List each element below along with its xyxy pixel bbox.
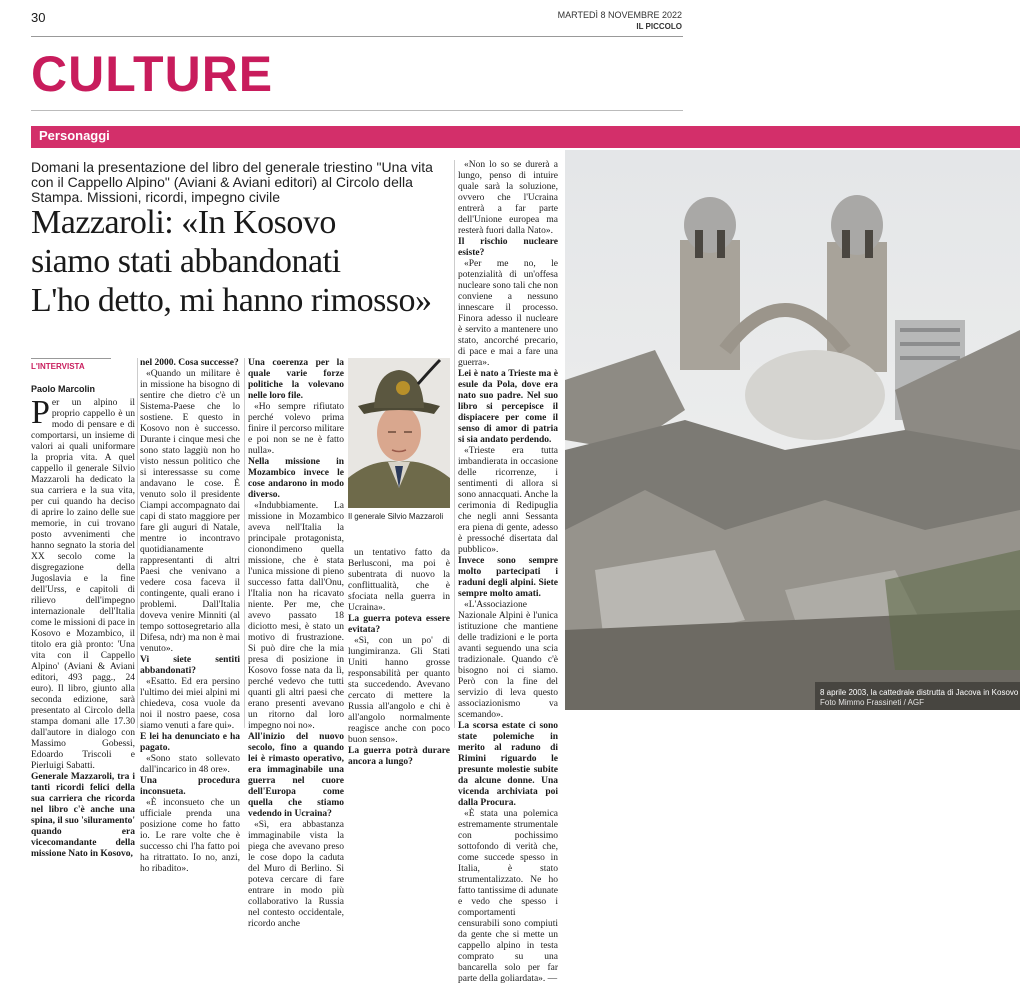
answer: «Per me no, le potenzialità di un'offesa nucleare sono tali che non conviene a nessuno innescare il processo. Finora adesso il nucleare è servito a mantenere uno stato, ancorché precario, di pace e mai a fare una guerra». xyxy=(458,259,558,368)
article-column-3b xyxy=(348,548,450,767)
answer: «È stata una polemica estremamente strumentale con pochissimo sottofondo di verità che, come succede spesso in Italia, è stato strumentalizzato. Ne ho fatto tantissime di adunate e vedo che spesso i comportamenti censurabili sono compiuti da gente che si mette un cappello alpino in testa comprato su una bancarella solo per far parte della goliardata». — xyxy=(458,809,558,984)
dateline xyxy=(558,10,682,32)
interview-tag: L'INTERVISTA xyxy=(31,358,111,371)
headline-line: L'ho detto, mi hanno rimosso» xyxy=(31,282,432,319)
answer: «Indubbiamente. La missione in Mozambico aveva nell'Italia la principale protagonista, cionondimeno quella missione, che è stata l'unica missione di pieno successo fatta dall'Onu, l'Italia non ha ricavato niente. Per me, che avevo passato 18 diciotto mesi, è stato un motivo di frustrazione. Si può dire che la mia presa di posizione in Kosovo fosse nata da lì, perché vedevo che tutti quanti gli altri paesi che erano presenti avevano un ritorno dal loro impegno noi no». xyxy=(248,501,344,731)
question: nel 2000. Cosa successe? xyxy=(140,358,239,368)
drop-cap: P xyxy=(31,394,50,431)
category-label: Personaggi xyxy=(39,128,110,143)
answer: un tentativo fatto da Berlusconi, ma poi è subentrata di nuovo la conflittualità, che è sfociata nella guerra in Ucraina». xyxy=(348,548,450,613)
photo-credit: Foto Mimmo Frassineti / AGF xyxy=(820,698,925,707)
question: La guerra potrà durare ancora a lungo? xyxy=(348,746,450,767)
headline-line: siamo stati abbandonati xyxy=(31,243,341,280)
question: E lei ha denunciato e ha pagato. xyxy=(140,732,240,753)
article-column-3 xyxy=(248,358,344,929)
question: Una coerenza per la quale varie forze politiche la volevano nelle loro file. xyxy=(248,358,344,401)
column-divider xyxy=(244,358,245,728)
top-rule xyxy=(31,36,683,37)
article-column-2 xyxy=(140,358,240,874)
section-title: CULTURE xyxy=(31,46,274,102)
question: Il rischio nucleare esiste? xyxy=(458,237,558,258)
answer: «L'Associazione Nazionale Alpini è l'unica istituzione che mantiene delle tradizioni e le porta avanti seguendo una scia tradizionale. Quando c'è bisogno noi ci siamo. Però con la fine del servizio di leva questo associazionismo va scemando». xyxy=(458,600,558,720)
portrait-caption: Il generale Silvio Mazzaroli xyxy=(348,512,444,521)
answer: «Ho sempre rifiutato perché volevo prima finire il percorso militare e poi non se ne è fatto nulla». xyxy=(248,402,344,456)
cathedral-ruins-photo xyxy=(565,150,1020,710)
question: Generale Mazzaroli, tra i tanti ricordi felici della sua carriera che ricorda nel libro c'è anche una spina, il suo 'siluramento' quando era vicecomandante della missione Nato in Kosovo, xyxy=(31,772,135,859)
newspaper-name: IL PICCOLO xyxy=(636,22,682,31)
question: La guerra poteva essere evitata? xyxy=(348,614,450,635)
question: Nella missione in Mozambico invece le cose andarono in modo diverso. xyxy=(248,457,344,500)
article-subhead: Domani la presentazione del libro del generale triestino "Una vita con il Cappello Alpino" (Aviani & Aviani editori) al Circolo della Stampa. Missioni, ricordi, impegno civile xyxy=(31,159,433,205)
section-rule xyxy=(31,110,683,111)
category-band xyxy=(31,126,1020,148)
photo-caption-text: 8 aprile 2003, la cattedrale distrutta di Jacova in Kosovo xyxy=(820,688,1019,697)
article-headline xyxy=(31,203,461,320)
headline-line: Mazzaroli: «In Kosovo xyxy=(31,204,336,241)
page-number: 30 xyxy=(31,10,46,25)
article-column-1 xyxy=(31,394,135,859)
question: Invece sono sempre molto partecipati i raduni degli alpini. Siete sempre molto amati. xyxy=(458,556,558,599)
answer: «Esatto. Ed era persino l'ultimo dei miei alpini mi chiedeva, cosa vuole da noi il nostro paese, cosa siamo venuti a fare qui». xyxy=(140,677,240,731)
answer: «Trieste era tutta imbandierata in occasione delle ricorrenze, i sentimenti di allora si sono annacquati. Anche la cerimonia di Redipuglia che negli anni Sessanta era piena di gente, adesso è pressoché disertata dal pubblico». xyxy=(458,446,558,555)
body-paragraph: er un alpino il proprio cappello è un modo di pensare e di comportarsi, un insieme di valori ai quali uniformare la propria vita. A quel cappello il generale Silvio Mazzaroli ha dedicato la sua carriera e la sua vita, per cui quando ha deciso di aprire lo zaino delle sue memorie, in cui trovano posto avvenimenti che hanno segnato la storia del XX secolo come la disgregazione della Jugoslavia e la fine dell'Urss, e capitoli di rilievo dell'impegno internazionale dell'Italia come le missioni di pace in Kosovo e Mozambico, il titolo era già pronto: 'Una vita con il Cappello Alpino' (Aviani & Aviani editori, 493 pagg., 24 euro). Il libro, giunto alla seconda edizione, sarà presentato al Circolo della stampa domani alle 17.30 dall'autore in dialogo con Massimo Gobessi, Edoardo Triscoli e Pierluigi Sabatti. xyxy=(31,398,135,771)
answer: «È inconsueto che un ufficiale prenda una posizione come ho fatto io. Le rare volte che è successo chi l'ha fatto poi ha ritrattato. Io no, anzi, ho ribadito». xyxy=(140,798,240,874)
general-portrait xyxy=(348,358,450,508)
question: Una procedura inconsueta. xyxy=(140,776,240,797)
answer: «Non lo so se durerà a lungo, penso di intuire quale sarà la soluzione, ovvero che l'Ucraina entrerà a far parte dell'Unione europea ma resterà fuori dalla Nato». xyxy=(458,160,558,236)
article-column-4 xyxy=(458,160,558,984)
question: La scorsa estate ci sono state polemiche in merito al raduno di Rimini riguardo le presunte molestie subite da alcune donne. Una vicenda archiviata poi dalla Procura. xyxy=(458,721,558,808)
issue-date: MARTEDÌ 8 NOVEMBRE 2022 xyxy=(557,10,682,20)
answer: «Sì, con un po' di lungimiranza. Gli Stati Uniti hanno grosse responsabilità per quanto sta succedendo. Avevano cercato di mettere la Russia all'angolo e chi è all'angolo normalmente reagisce anche con poco buon senso». xyxy=(348,636,450,745)
photo-caption xyxy=(820,688,1018,708)
answer: «Quando un militare è in missione ha bisogno di sentire che dietro c'è un Sistema-Paese che lo sostiene. E questo in Kosovo non è successo. Durante i cinque mesi che sono stato laggiù non ho visto nessun politico che si interessasse su come andavano le cose. È venuto solo il presidente Ciampi accompagnato dai capi di stato maggiore per fare gli auguri di Natale, mentre io incontravo quotidianamente rappresentanti di altri Paesi che venivano a vedere cosa faceva il contingente, quali erano i problemi. Dall'Italia doveva venire Minniti (al tempo sottosegretario alla Difesa, ndr) ma non è mai venuto». xyxy=(140,369,240,654)
question: All'inizio del nuovo secolo, fino a quando lei è rimasto operativo, era immaginabile una guerra nel cuore dell'Europa come quella che stiamo vedendo in Ucraina? xyxy=(248,732,344,819)
column-divider xyxy=(137,358,138,728)
question: Vi siete sentiti abbandonati? xyxy=(140,655,240,676)
answer: «Sì, era abbastanza immaginabile vista la piega che avevano preso le cose dopo la caduta del Muro di Berlino. Si poteva cercare di fare entrare in modo più collaborativo la Russia nel contesto occidentale, ricordo anche xyxy=(248,820,344,929)
author-byline: Paolo Marcolin xyxy=(31,384,96,394)
question: Lei è nato a Trieste ma è esule da Pola, dove era nato suo padre. Nel suo libro si percepisce il dispiacere per come il senso di amor di patria si sia andato perdendo. xyxy=(458,369,558,445)
answer: «Sono stato sollevato dall'incarico in 48 ore». xyxy=(140,754,240,775)
column-divider xyxy=(454,160,455,728)
